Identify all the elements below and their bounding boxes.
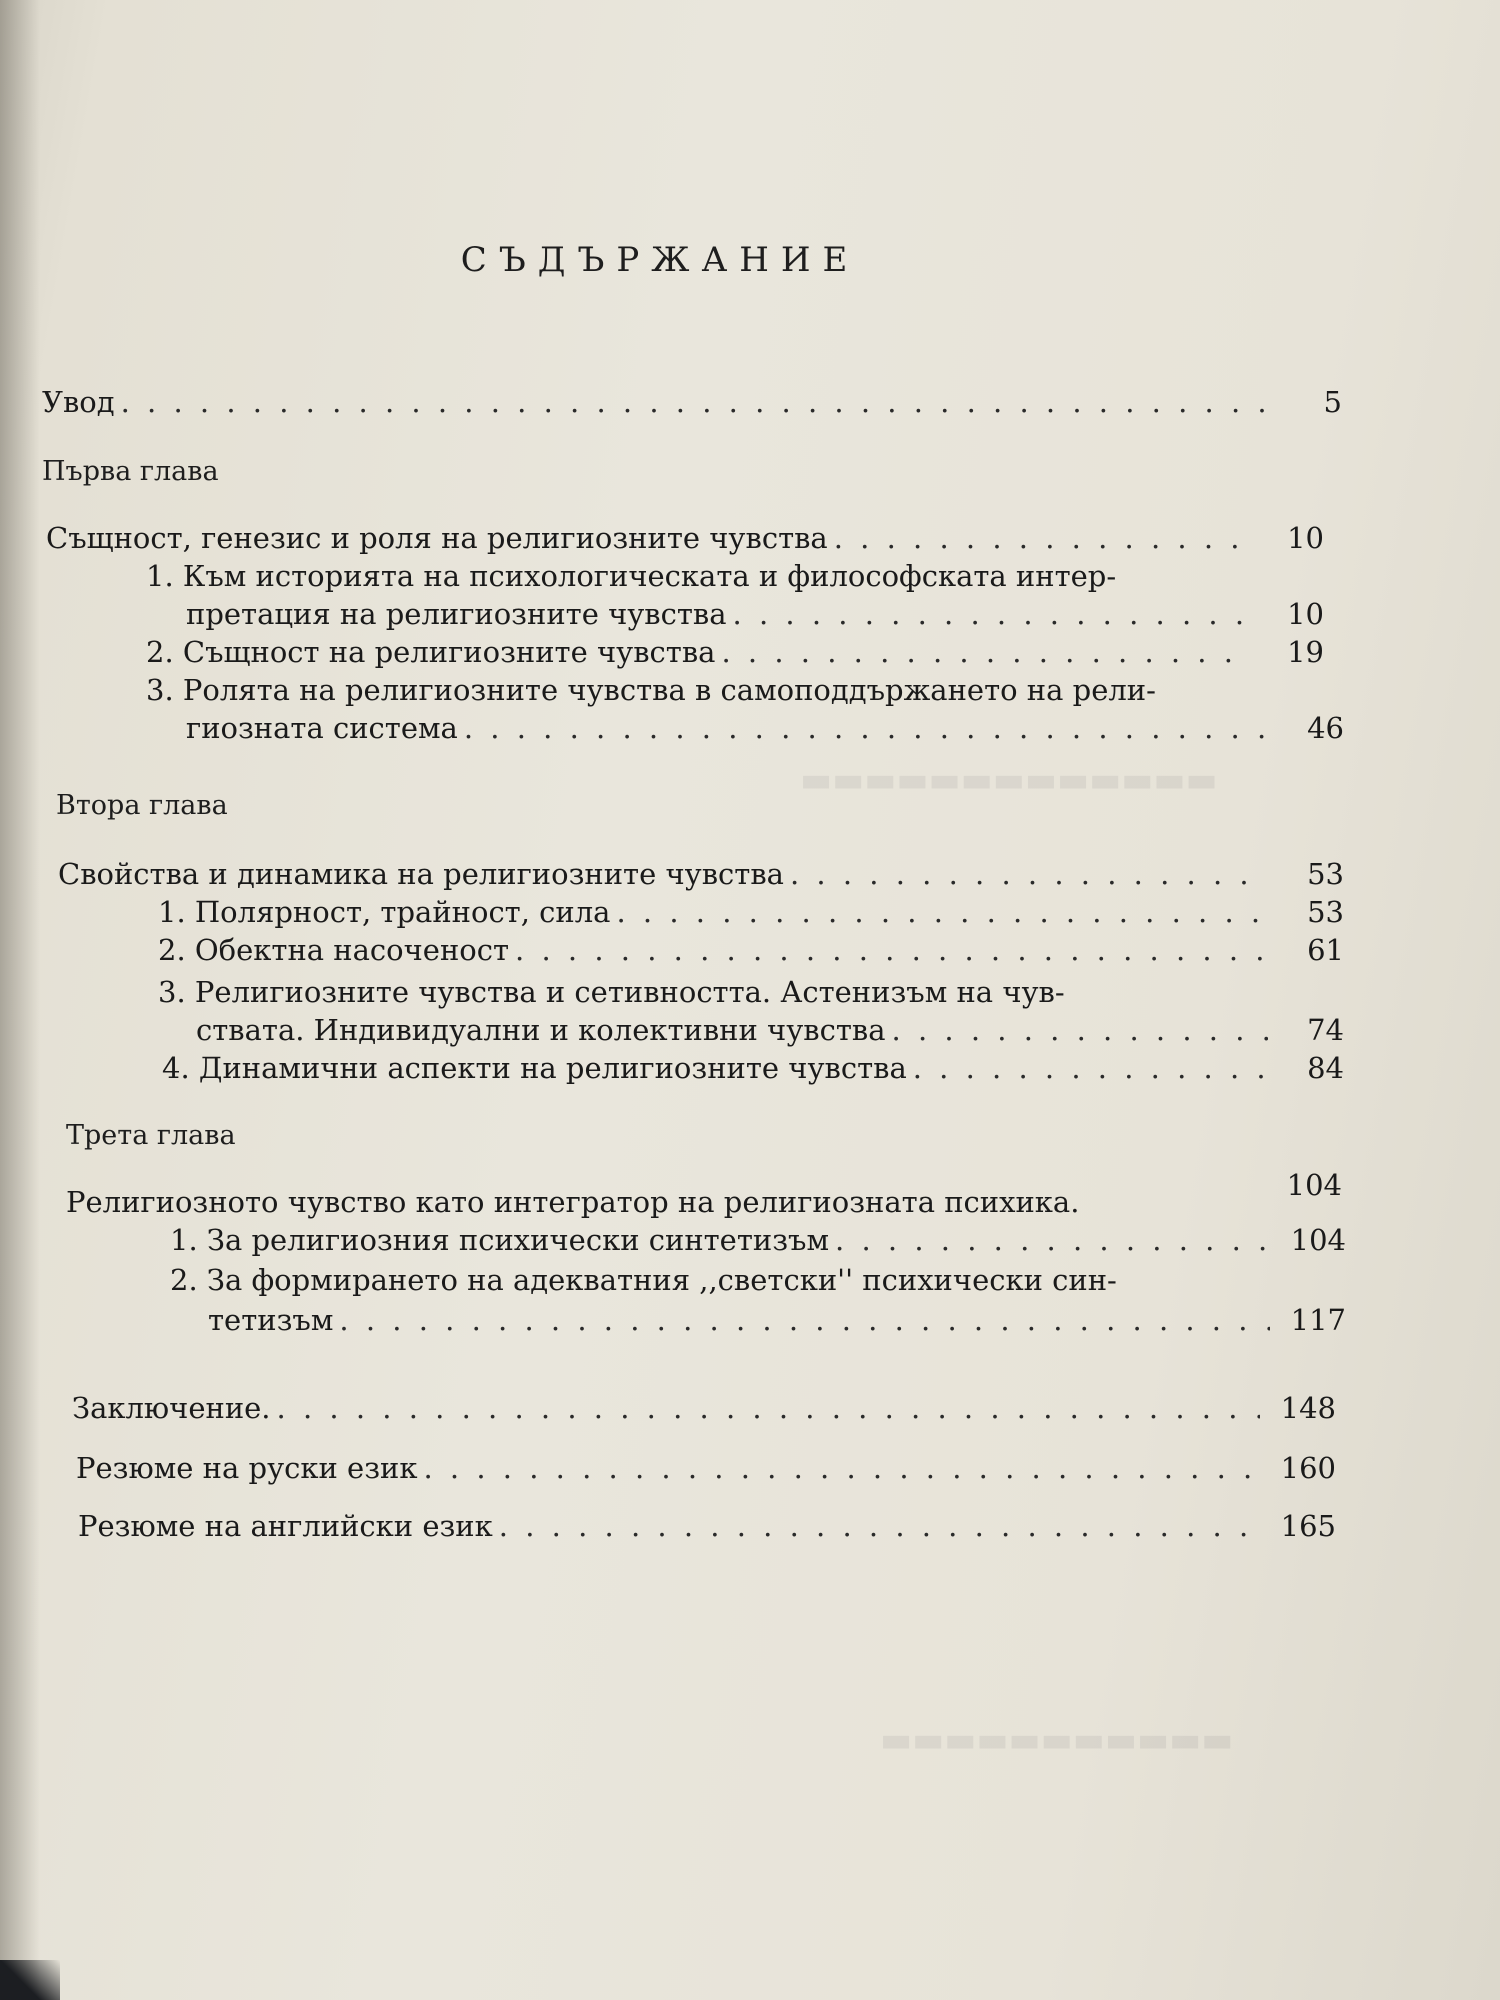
leader-dots <box>424 1450 1261 1486</box>
toc-chapter-title: Религиозното чувство като интегратор на религиозната психика. <box>66 1185 1080 1219</box>
leader-dots <box>277 1390 1260 1426</box>
page-title: СЪДЪРЖАНИЕ <box>460 240 860 280</box>
toc-page-number: 104 <box>1286 1168 1342 1202</box>
leader-dots <box>721 634 1248 670</box>
toc-label: Увод <box>42 385 115 419</box>
toc-label: ствата. Индивидуални и колективни чувства <box>196 1013 886 1047</box>
chapter-heading: Първа глава <box>42 456 219 487</box>
toc-label: Свойства и динамика на религиозните чувства <box>58 857 784 891</box>
toc-section-line: 1. Към историята на психологическата и философската интер- <box>146 559 1117 593</box>
toc-entry-section <box>158 894 1344 930</box>
toc-label: претация на религиозните чувства <box>186 597 727 631</box>
toc-page-number: 84 <box>1307 1051 1344 1085</box>
toc-page-number: 10 <box>1287 597 1324 631</box>
toc-page-number: 53 <box>1307 857 1344 891</box>
leader-dots <box>892 1012 1268 1048</box>
toc-entry-section <box>196 1012 1344 1048</box>
chapter-heading: Втора глава <box>56 790 228 821</box>
toc-label: Същност, генезис и роля на религиозните чувства <box>46 521 828 555</box>
toc-entry-conclusion <box>72 1390 1336 1426</box>
toc-entry-section <box>186 710 1344 746</box>
toc-label: тетизъм <box>208 1303 334 1337</box>
show-through: ▬▬▬▬▬▬▬▬▬▬▬ <box>880 1720 1234 1760</box>
toc-page-number: 74 <box>1307 1013 1344 1047</box>
toc-page-number: 53 <box>1307 895 1344 929</box>
toc-page-number: 148 <box>1280 1391 1336 1425</box>
leader-dots <box>515 932 1268 968</box>
toc-label: Резюме на руски език <box>76 1451 418 1485</box>
toc-label: 1. За религиозния психически синтетизъм <box>170 1223 830 1257</box>
toc-page-number: 117 <box>1290 1303 1346 1337</box>
toc-section-line: 2. За формирането на адекватния ,,светски'' психически син- <box>170 1263 1117 1297</box>
leader-dots <box>616 894 1268 930</box>
toc-page-number: 5 <box>1323 385 1342 419</box>
toc-entry-intro <box>42 384 1342 420</box>
leader-dots <box>834 520 1248 556</box>
toc-label: 1. Полярност, трайност, сила <box>158 895 611 929</box>
toc-entry-section <box>170 1222 1346 1258</box>
toc-label: Резюме на английски език <box>78 1509 493 1543</box>
toc-label: 4. Динамични аспекти на религиозните чувства <box>162 1051 907 1085</box>
toc-page-number: 61 <box>1307 933 1344 967</box>
leader-dots <box>499 1508 1260 1544</box>
leader-dots <box>913 1050 1268 1086</box>
toc-page-number: 10 <box>1287 521 1324 555</box>
chapter-heading: Трета глава <box>66 1120 236 1151</box>
toc-page-number: 104 <box>1290 1223 1346 1257</box>
toc-page-number: 46 <box>1307 711 1344 745</box>
leader-dots <box>121 384 1266 420</box>
background-corner <box>0 1960 60 2000</box>
show-through: ▬▬▬▬▬▬▬▬▬▬▬▬▬ <box>800 760 1218 800</box>
toc-label: 2. Същност на религиозните чувства <box>146 635 716 669</box>
toc-entry-section <box>158 932 1344 968</box>
toc-entry-section <box>186 596 1324 632</box>
toc-label: Заключение. <box>72 1391 271 1425</box>
toc-page-number: 160 <box>1280 1451 1336 1485</box>
toc-label: 2. Обектна насоченост <box>158 933 510 967</box>
leader-dots <box>339 1302 1270 1338</box>
leader-dots <box>835 1222 1270 1258</box>
toc-page-number: 19 <box>1287 635 1324 669</box>
toc-entry-section <box>162 1050 1344 1086</box>
toc-section-line: 3. Религиозните чувства и сетивността. Астенизъм на чув- <box>158 975 1065 1009</box>
toc-entry-section <box>146 634 1324 670</box>
leader-dots <box>733 596 1248 632</box>
toc-entry-chapter-title <box>58 856 1344 892</box>
leader-dots <box>464 710 1268 746</box>
toc-entry-chapter-title <box>46 520 1324 556</box>
toc-page-number: 165 <box>1280 1509 1336 1543</box>
leader-dots <box>790 856 1268 892</box>
toc-label: гиозната система <box>186 711 458 745</box>
toc-entry-summary-ru <box>76 1450 1336 1486</box>
toc-entry-summary-en <box>78 1508 1336 1544</box>
toc-section-line: 3. Ролята на религиозните чувства в самоподдържането на рели- <box>146 673 1156 707</box>
toc-entry-section <box>208 1302 1346 1338</box>
spine-shadow <box>0 0 40 2000</box>
